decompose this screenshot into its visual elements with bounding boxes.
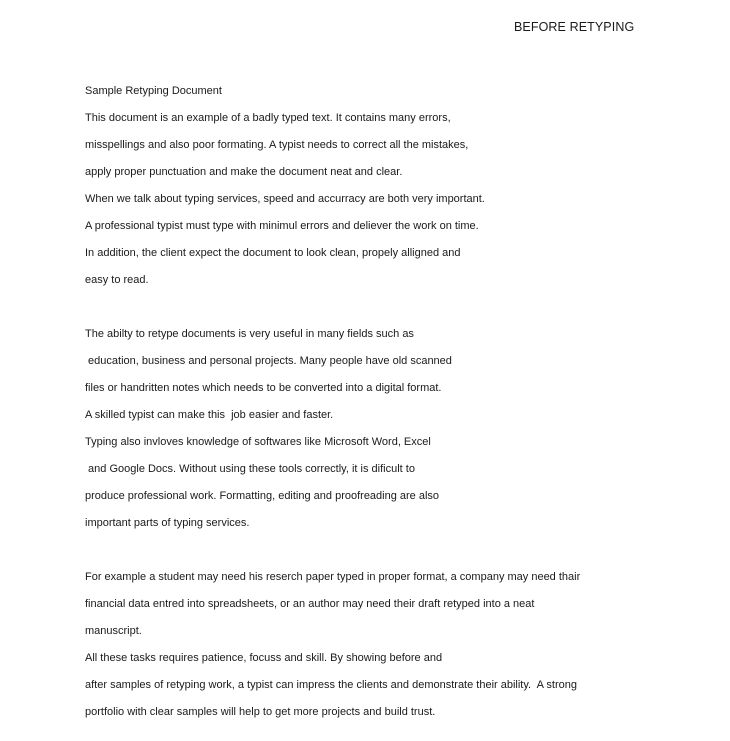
- document-title: Sample Retyping Document: [85, 85, 222, 97]
- text-line: Typing also invloves knowledge of softwares like Microsoft Word, Excel: [85, 436, 431, 448]
- text-line: easy to read.: [85, 274, 149, 286]
- text-line: The abilty to retype documents is very useful in many fields such as: [85, 328, 414, 340]
- text-line: files or handritten notes which needs to be converted into a digital format.: [85, 382, 442, 394]
- text-line: misspellings and also poor formating. A typist needs to correct all the mistakes,: [85, 139, 469, 151]
- text-line: and Google Docs. Without using these tools correctly, it is dificult to: [85, 463, 415, 475]
- text-line: A professional typist must type with minimul errors and deliever the work on time.: [85, 220, 479, 232]
- paragraph-spacer: [85, 294, 705, 321]
- paragraph-1: [85, 105, 705, 294]
- document-body: [85, 78, 705, 726]
- paragraph-3: [85, 564, 705, 726]
- text-line: produce professional work. Formatting, editing and proofreading are also: [85, 490, 440, 502]
- text-line: manuscript.: [85, 625, 142, 637]
- page-header-label: BEFORE RETYPING: [514, 20, 635, 34]
- text-line: education, business and personal projects. Many people have old scanned: [85, 355, 452, 367]
- text-line: portfolio with clear samples will help to get more projects and build trust.: [85, 706, 436, 718]
- text-line: For example a student may need his reserch paper typed in proper format, a company may need thair: [85, 571, 581, 583]
- text-line: after samples of retyping work, a typist can impress the clients and demonstrate their ability. A strong: [85, 679, 577, 691]
- text-line: apply proper punctuation and make the document neat and clear.: [85, 166, 403, 178]
- text-line: A skilled typist can make this job easier and faster.: [85, 409, 334, 421]
- text-line: This document is an example of a badly typed text. It contains many errors,: [85, 112, 451, 124]
- text-line: All these tasks requires patience, focuss and skill. By showing before and: [85, 652, 443, 664]
- text-line: important parts of typing services.: [85, 517, 250, 529]
- paragraph-spacer: [85, 537, 705, 564]
- paragraph-2: [85, 321, 705, 537]
- text-line: In addition, the client expect the document to look clean, propely alligned and: [85, 247, 461, 259]
- text-line: financial data entred into spreadsheets, or an author may need their draft retyped into a neat: [85, 598, 535, 610]
- text-line: When we talk about typing services, speed and accurracy are both very important.: [85, 193, 485, 205]
